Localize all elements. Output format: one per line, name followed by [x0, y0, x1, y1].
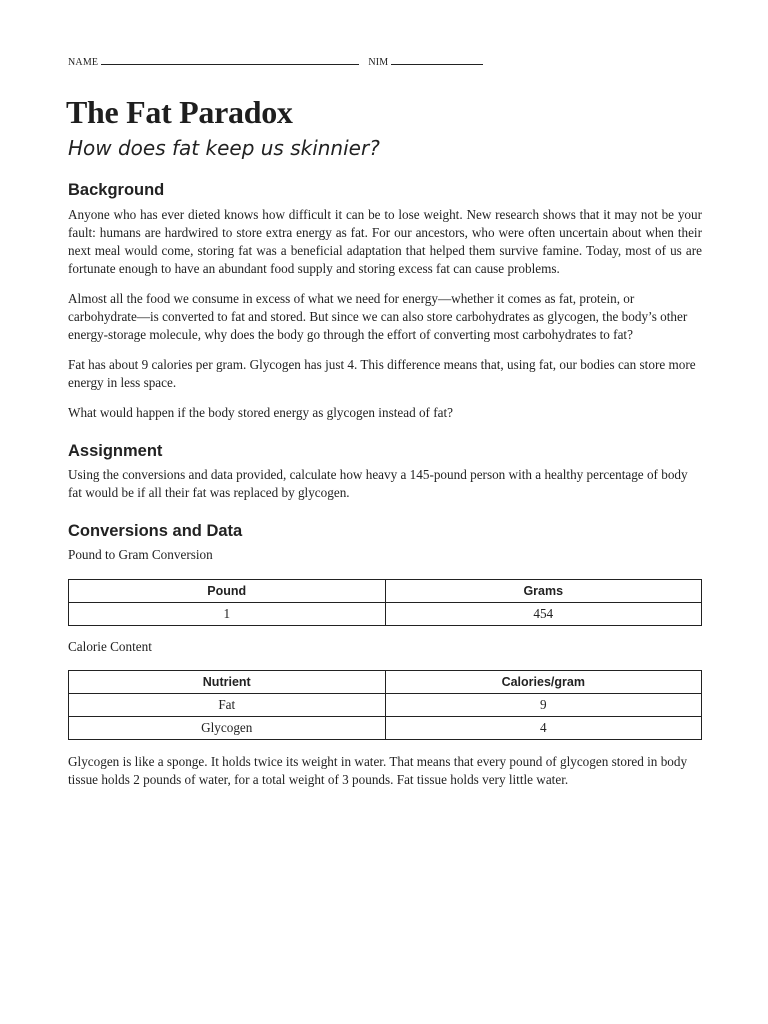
pound-gram-caption: Pound to Gram Conversion	[68, 547, 213, 562]
name-nim-line	[68, 55, 483, 68]
table-header-cell: Nutrient	[69, 671, 386, 694]
table-cell: Fat	[69, 694, 386, 717]
pound-gram-table	[68, 579, 702, 626]
table-row	[69, 717, 702, 740]
assignment-paragraph: Using the conversions and data provided, calculate how heavy a 145-pound person with a healthy percentage of body fat would be if all their fat was replaced by glycogen.	[68, 467, 688, 500]
glycogen-paragraph: Glycogen is like a sponge. It holds twice its weight in water. That means that every pound of glycogen stored in body tissue holds 2 pounds of water, for a total weight of 3 pounds. Fat tissue holds very little water.	[68, 754, 688, 787]
main-content	[68, 180, 702, 789]
background-paragraph-3: Fat has about 9 calories per gram. Glycogen has just 4. This difference means that, using fat, our bodies can store more energy in less space.	[68, 357, 696, 390]
table-cell: 4	[385, 717, 702, 740]
nim-blank	[391, 55, 483, 65]
calorie-table	[68, 670, 702, 740]
name-label: NAME	[68, 57, 99, 68]
page-title: The Fat Paradox	[66, 94, 293, 130]
page-subtitle: How does fat keep us skinnier?	[68, 136, 380, 160]
table-header-cell: Calories/gram	[385, 671, 702, 694]
table-cell: 1	[69, 603, 386, 626]
nim-label: NIM	[368, 57, 389, 68]
background-paragraph-1: Anyone who has ever dieted knows how difficult it can be to lose weight. New research shows that it may not be your fault: humans are hardwired to store extra energy as fat. For our ancestors, who were often uncertain about when their next meal would come, storing fat was a beneficial adaptation that helped them survive famine. Today, most of us are fortunate enough to have an abundant food supply and storing excess fat can cause problems.	[68, 207, 702, 276]
name-blank	[101, 55, 359, 65]
table-row	[69, 694, 702, 717]
background-heading: Background	[68, 181, 165, 199]
calorie-content-caption: Calorie Content	[68, 639, 152, 654]
table-row	[69, 603, 702, 626]
table-header-row	[69, 580, 702, 603]
table-header-cell: Grams	[385, 580, 702, 603]
table-cell: 9	[385, 694, 702, 717]
table-header-cell: Pound	[69, 580, 386, 603]
background-paragraph-4: What would happen if the body stored energy as glycogen instead of fat?	[68, 405, 454, 420]
background-paragraph-2: Almost all the food we consume in excess of what we need for energy—whether it comes as fat, protein, or carbohydrate—is converted to fat and stored. But since we can also store carbohydrates as glycogen, the body’s other energy-storage molecule, why does the body go through the effort of converting most carbohydrates to fat?	[68, 291, 688, 342]
table-cell: 454	[385, 603, 702, 626]
conversions-heading: Conversions and Data	[68, 522, 243, 540]
table-cell: Glycogen	[69, 717, 386, 740]
table-header-row	[69, 671, 702, 694]
assignment-heading: Assignment	[68, 442, 163, 460]
